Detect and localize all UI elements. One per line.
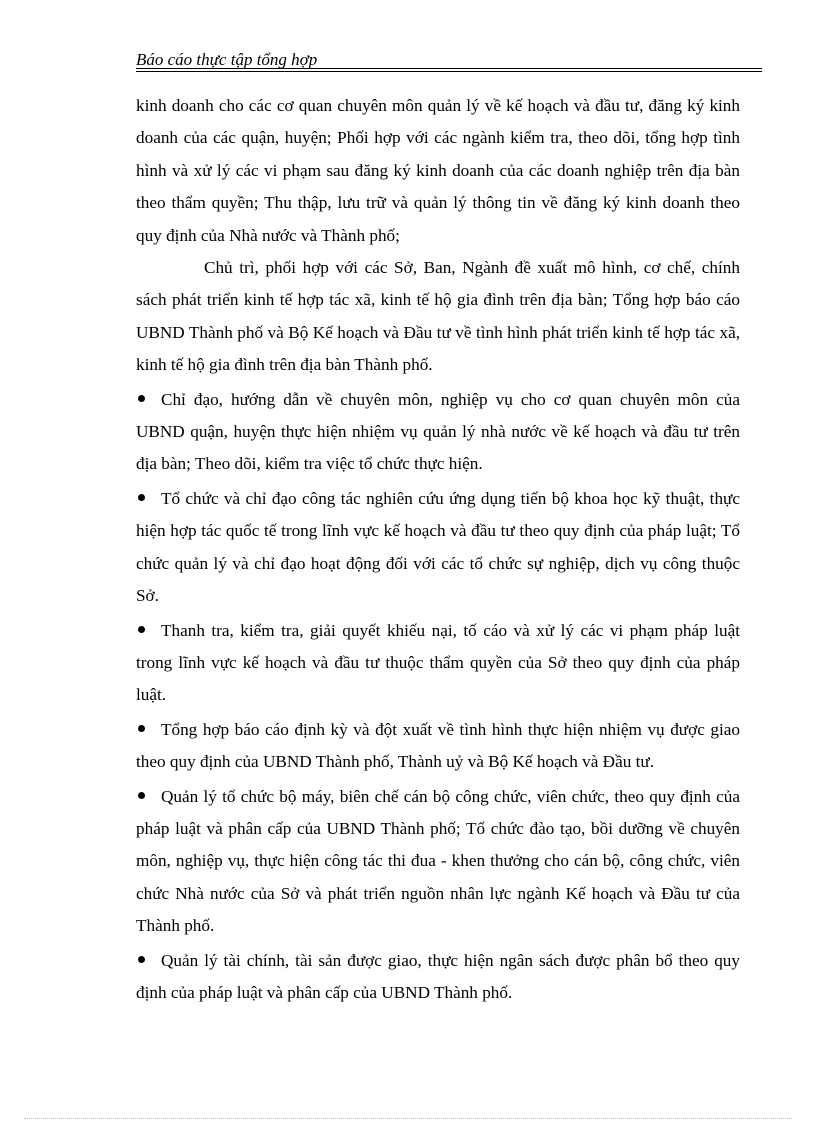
paragraph-indented: Chủ trì, phối hợp với các Sở, Ban, Ngành đề xuất mô hình, cơ chế, chính sách phát triển kinh tế hợp tác xã, kinh tế hộ gia đình trên địa bàn; Tổng hợp báo cáo UBND Thành phố và Bộ Kế hoạch và Đầu tư về tình hình phát triển kinh tế hợp tác xã, kinh tế hộ gia đình trên địa bàn Thành phố. [136,258,740,375]
bullet-icon [138,494,145,501]
bullet-text: Quản lý tài chính, tài sản được giao, thực hiện ngân sách được phân bổ theo quy định của pháp luật và phân cấp của UBND Thành phố. [136,950,740,1002]
bullet-text: Tổng hợp báo cáo định kỳ và đột xuất về tình hình thực hiện nhiệm vụ được giao theo quy định của UBND Thành phố, Thành uỷ và Bộ Kế hoạch và Đầu tư. [136,719,740,772]
bullet-item [136,615,740,712]
bullet-item [136,945,740,1010]
header-rule-bottom [136,71,762,72]
bullet-item [136,384,740,481]
bullet-item [136,781,740,943]
bullet-item [136,483,740,613]
document-body [136,90,740,1009]
page-header-title: Báo cáo thực tập tổng hợp [136,50,318,69]
bullet-icon [138,792,145,799]
bullet-icon [138,956,145,963]
bullet-text: Thanh tra, kiểm tra, giải quyết khiếu nại, tố cáo và xử lý các vi phạm pháp luật trong lĩnh vực kế hoạch và đầu tư thuộc thẩm quyền của Sở theo quy định của pháp luật. [136,620,740,705]
bullet-text: Chỉ đạo, hướng dẫn về chuyên môn, nghiệp vụ cho cơ quan chuyên môn của UBND quận, huyện thực hiện nhiệm vụ quản lý nhà nước về kế hoạch và đầu tư trên địa bàn; Theo dõi, kiểm tra việc tổ chức thực hiện. [136,389,740,474]
bullet-icon [138,626,145,633]
bullet-item [136,714,740,779]
bullet-icon [138,725,145,732]
bullet-icon [138,395,145,402]
header-rule-top [136,68,762,69]
page-bottom-border [24,1118,792,1119]
paragraph-continued: kinh doanh cho các cơ quan chuyên môn quản lý về kế hoạch và đầu tư, đăng ký kinh doanh của các quận, huyện; Phối hợp với các ngành kiểm tra, theo dõi, tổng hợp tình hình và xử lý các vi phạm sau đăng ký kinh doanh của các doanh nghiệp trên địa bàn theo thẩm quyền; Thu thập, lưu trữ và quản lý thông tin về đăng ký kinh doanh theo quy định của Nhà nước và Thành phố; [136,96,740,245]
bullet-text: Tổ chức và chỉ đạo công tác nghiên cứu ứng dụng tiến bộ khoa học kỹ thuật, thực hiện hợp tác quốc tế trong lĩnh vực kế hoạch và đầu tư theo quy định của pháp luật; Tổ chức quản lý và chỉ đạo hoạt động đối với các tổ chức sự nghiệp, dịch vụ công thuộc Sở. [136,488,740,606]
bullet-text: Quản lý tổ chức bộ máy, biên chế cán bộ công chức, viên chức, theo quy định của pháp luật và phân cấp của UBND Thành phố; Tổ chức đào tạo, bồi dưỡng về chuyên môn, nghiệp vụ, thực hiện công tác thi đua - khen thưởng cho cán bộ, công chức, viên chức Nhà nước của Sở và phát triển nguồn nhân lực ngành Kế hoạch và Đầu tư của Thành phố. [136,786,740,936]
